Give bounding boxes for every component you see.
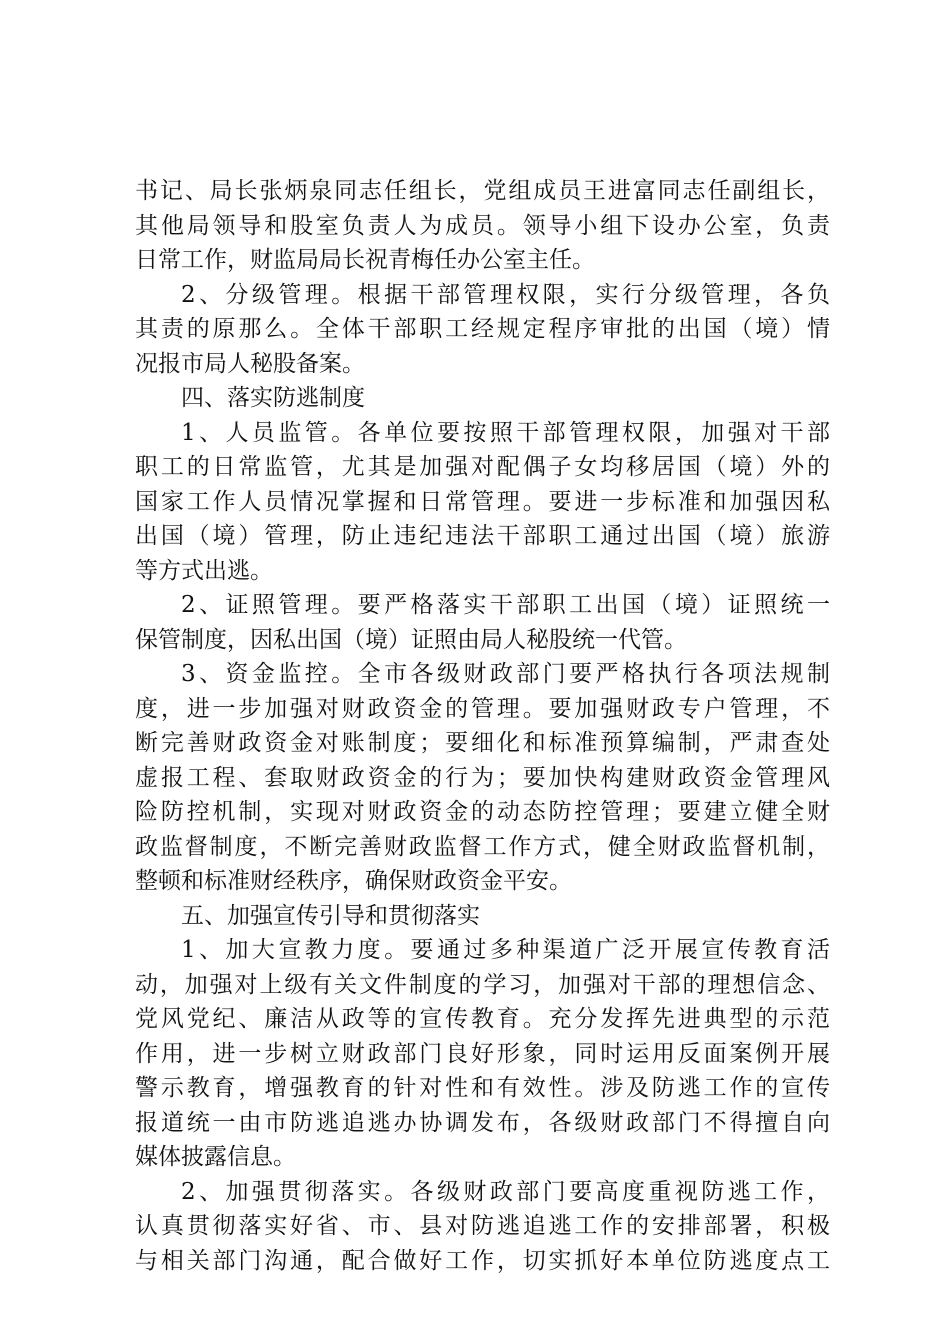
text-line: 2、分级管理。根据干部管理权限，实行分级管理，各负 (181, 281, 830, 308)
text-line: 作用，进一步树立财政部门良好形象，同时运用反面案例开展 (135, 1040, 830, 1067)
text-line: 1、人员监管。各单位要按照干部管理权限，加强对干部 (181, 419, 830, 446)
text-line: 保管制度，因私出国（境）证照由局人秘股统一代管。 (135, 626, 687, 653)
text-line: 四、落实防逃制度 (181, 385, 365, 411)
document-body (135, 174, 830, 1278)
text-line: 度，进一步加强对财政资金的管理。要加强财政专户管理，不 (135, 695, 830, 722)
text-line: 五、加强宣传引导和贯彻落实 (181, 902, 480, 929)
text-line: 报道统一由市防逃追逃办协调发布，各级财政部门不得擅自向 (135, 1109, 830, 1136)
text-line: 日常工作，财监局局长祝青梅任办公室主任。 (135, 247, 595, 273)
text-line: 动，加强对上级有关文件制度的学习，加强对干部的理想信念、 (135, 971, 830, 998)
text-line: 断完善财政资金对账制度；要细化和标准预算编制，严肃查处 (135, 730, 830, 756)
text-line: 况报市局人秘股备案。 (135, 350, 365, 377)
text-line: 党风党纪、廉洁从政等的宣传教育。充分发挥先进典型的示范 (135, 1006, 830, 1032)
text-line: 整顿和标准财经秩序，确保财政资金平安。 (135, 868, 572, 894)
text-line: 虚报工程、套取财政资金的行为；要加快构建财政资金管理风 (135, 764, 830, 791)
text-line: 书记、局长张炳泉同志任组长，党组成员王进富同志任副组长， (135, 178, 830, 204)
text-line: 与相关部门沟通，配合做好工作，切实抓好本单位防逃度点工 (135, 1247, 830, 1274)
text-line: 职工的日常监管，尤其是加强对配偶子女均移居国（境）外的 (135, 454, 830, 480)
text-line: 国家工作人员情况掌握和日常管理。要进一步标准和加强因私 (135, 488, 830, 515)
text-line: 等方式出逃。 (135, 557, 273, 584)
text-line: 1、加大宣教力度。要通过多种渠道广泛开展宣传教育活 (181, 937, 830, 963)
text-line: 其责的原那么。全体干部职工经规定程序审批的出国（境）情 (135, 316, 830, 342)
text-line: 2、加强贯彻落实。各级财政部门要高度重视防逃工作， (181, 1178, 830, 1205)
text-line: 出国（境）管理，防止违纪违法干部职工通过出国（境）旅游 (135, 523, 830, 549)
text-line: 政监督制度，不断完善财政监督工作方式，健全财政监督机制， (135, 833, 830, 860)
text-line: 其他局领导和股室负责人为成员。领导小组下设办公室，负责 (135, 212, 830, 239)
text-line: 险防控机制，实现对财政资金的动态防控管理；要建立健全财 (135, 799, 830, 825)
text-line: 2、证照管理。要严格落实干部职工出国（境）证照统一 (181, 592, 830, 618)
text-line: 认真贯彻落实好省、市、县对防逃追逃工作的安排部署，积极 (135, 1213, 830, 1239)
text-line: 媒体披露信息。 (135, 1144, 296, 1170)
text-line: 警示教育，增强教育的针对性和有效性。涉及防逃工作的宣传 (135, 1075, 830, 1101)
text-line: 3、资金监控。全市各级财政部门要严格执行各项法规制 (181, 661, 830, 687)
